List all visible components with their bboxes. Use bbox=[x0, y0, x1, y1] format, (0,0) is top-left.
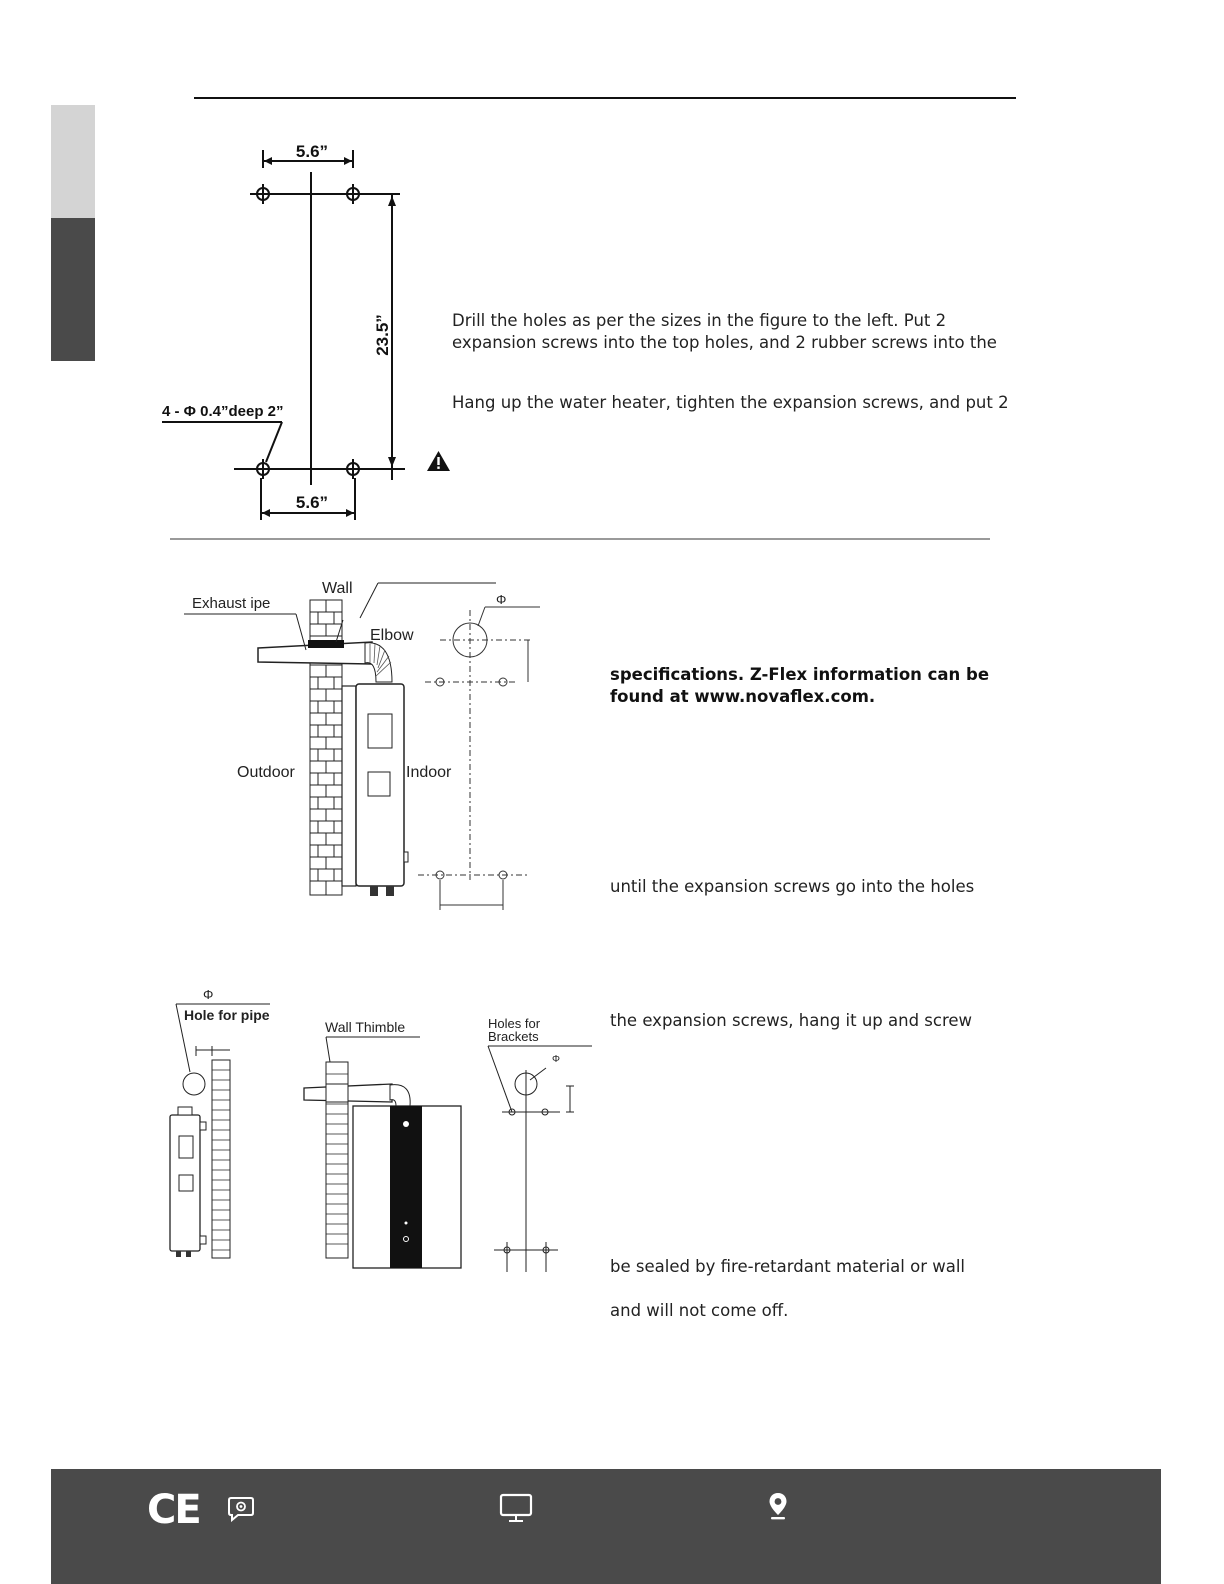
brackets-label: Brackets bbox=[488, 1029, 539, 1044]
side-tab-light bbox=[51, 105, 95, 218]
venting-note-line-2: found at www.novaflex.com. bbox=[610, 687, 876, 706]
ce-mark: CE bbox=[147, 1487, 200, 1533]
elbow-label: Elbow bbox=[370, 627, 414, 644]
mounting-note-1: the expansion screws, hang it up and screw bbox=[610, 1011, 973, 1030]
holes-for-label: Holes for bbox=[488, 1016, 541, 1031]
hang-instruction: Hang up the water heater, tighten the expansion screws, and put 2 bbox=[452, 393, 1009, 412]
location-pin-icon bbox=[767, 1491, 789, 1521]
outdoor-label: Outdoor bbox=[237, 764, 295, 781]
dim-top-label: 5.6” bbox=[295, 142, 329, 161]
mounting-note-2: be sealed by fire-retardant material or wall bbox=[610, 1257, 965, 1276]
indoor-label: Indoor bbox=[406, 764, 452, 781]
wall-label: Wall bbox=[322, 580, 353, 597]
support-chat-icon bbox=[226, 1493, 256, 1523]
phi-pipe-label: Φ bbox=[203, 987, 214, 1002]
dim-height-label: 23.5” bbox=[373, 314, 392, 356]
dim-bottom-label: 5.6” bbox=[295, 493, 329, 512]
drill-instruction bbox=[452, 310, 997, 354]
side-tab-dark bbox=[51, 218, 95, 361]
header-rule bbox=[194, 97, 1016, 99]
drill-instruction-line-2: expansion screws into the top holes, and 2 rubber screws into the bbox=[452, 333, 997, 352]
mounting-diagram-set bbox=[160, 985, 600, 1285]
venting-note-line-1: specifications. Z-Flex information can be bbox=[610, 665, 990, 684]
phi-bracket-label: Φ bbox=[552, 1054, 560, 1065]
mounting-note-3: and will not come off. bbox=[610, 1301, 789, 1320]
screws-note: until the expansion screws go into the holes bbox=[610, 877, 975, 896]
drill-template-diagram bbox=[150, 130, 430, 530]
exhaust-pipe-diagram bbox=[180, 570, 550, 915]
drill-instruction-line-1: Drill the holes as per the sizes in the figure to the left. Put 2 bbox=[452, 311, 947, 330]
warning-icon bbox=[426, 450, 451, 472]
wall-thimble-label: Wall Thimble bbox=[325, 1019, 406, 1035]
phi-label: Φ bbox=[496, 592, 507, 607]
venting-note bbox=[610, 664, 989, 708]
monitor-icon bbox=[499, 1493, 533, 1523]
holes-spec-label: 4 - Φ 0.4”deep 2” bbox=[162, 403, 284, 420]
hole-for-pipe-label: Hole for pipe bbox=[184, 1007, 270, 1023]
exhaust-pipe-label: Exhaust ipe bbox=[192, 595, 271, 612]
footer-bar bbox=[51, 1469, 1161, 1584]
section-divider bbox=[170, 538, 990, 540]
